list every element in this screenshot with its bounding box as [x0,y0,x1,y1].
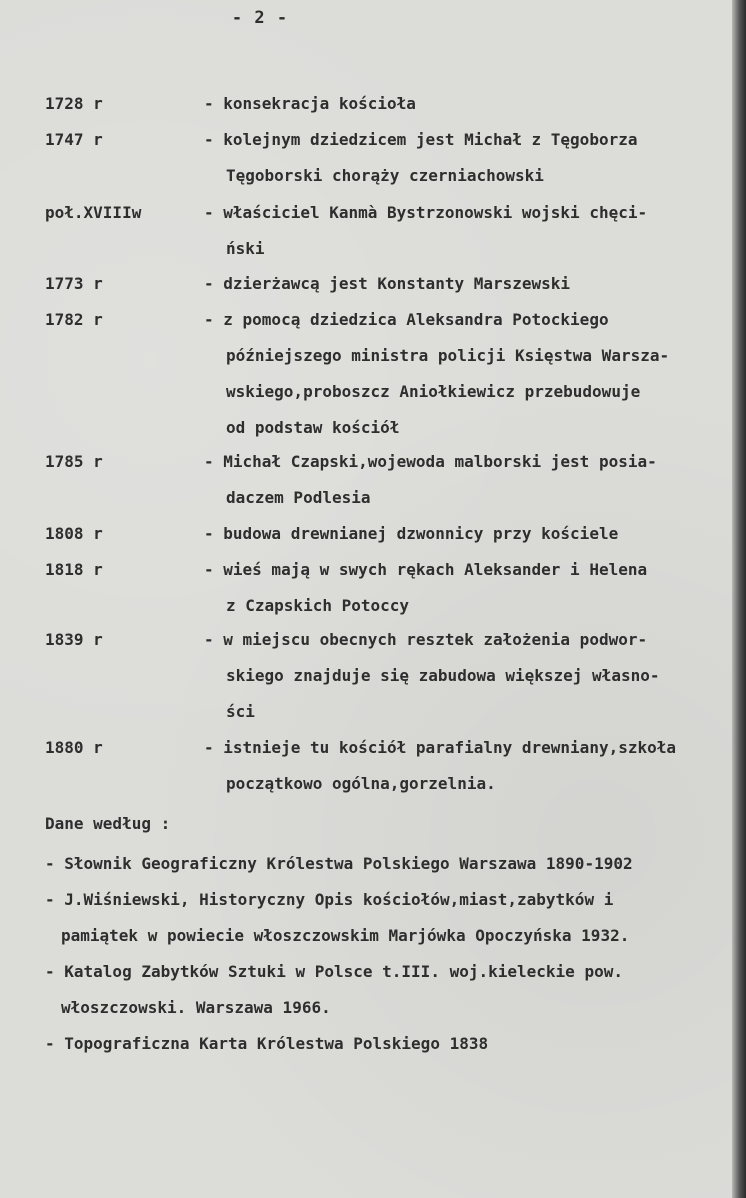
entry-date: 1880 r [45,738,103,757]
entry-line: ści [226,702,255,721]
source-line: - Słownik Geograficzny Królestwa Polskiego Warszawa 1890-1902 [45,854,633,873]
entry-line: - wieś mają w swych rękach Aleksander i Helena [204,560,648,579]
entry-text [204,526,744,562]
sources-title: Dane według : [45,814,171,833]
entry-line: - budowa drewnianej dzwonnicy przy kościele [204,524,619,543]
entry-line: ński [226,239,265,258]
entry-line: od podstaw kościół [226,418,400,437]
source-line: - J.Wiśniewski, Historyczny Opis kościołów,miast,zabytków i [45,890,614,909]
entry-line: z Czapskich Potoccy [226,596,410,615]
entry-line: - kolejnym dziedzicem jest Michał z Tęgoborza [204,130,638,149]
entry-date: 1808 r [45,524,103,543]
entry-text [204,312,744,456]
entry-date: 1747 r [45,130,103,149]
source-item [45,856,735,892]
entry-line: początkowo ogólna,gorzelnia. [226,774,496,793]
source-item [45,892,735,964]
entry-text [204,96,744,132]
entry-text [204,276,744,312]
entry-date: poł.XVIIIw [45,203,142,222]
entry-line: - Michał Czapski,wojewoda malborski jest posia- [204,452,657,471]
source-item [45,964,735,1036]
entry-text [204,740,744,812]
entry-text [204,132,744,204]
entry-text [204,454,744,526]
entry-line: wskiego,proboszcz Aniołkiewicz przebudowuje [226,382,641,401]
entry-date: 1773 r [45,274,103,293]
entry-line: - z pomocą dziedzica Aleksandra Potockiego [204,310,609,329]
entry-line: - właściciel Kanmà Bystrzonowski wojski chęci- [204,203,648,222]
source-line: pamiątek w powiecie włoszczowskim Marjówka Opoczyńska 1932. [61,926,630,945]
source-line: - Katalog Zabytków Sztuki w Polsce t.III. woj.kieleckie pow. [45,962,623,981]
entry-text [204,205,744,277]
entry-date: 1839 r [45,630,103,649]
entry-text [204,562,744,634]
entry-line: skiego znajduje się zabudowa większej własno- [226,666,660,685]
sources-section [45,816,735,1072]
entry-date: 1818 r [45,560,103,579]
entry-date: 1782 r [45,310,103,329]
entry-line: Tęgoborski chorąży czerniachowski [226,166,544,185]
entry-text [204,632,744,740]
source-line: - Topograficzna Karta Królestwa Polskiego 1838 [45,1034,489,1053]
entry-line: późniejszego ministra policji Księstwa Warsza- [226,346,670,365]
entry-line: - istnieje tu kościół parafialny drewniany,szkoła [204,738,677,757]
entry-date: 1728 r [45,94,103,113]
entry-line: - w miejscu obecnych resztek założenia podwor- [204,630,648,649]
source-line: włoszczowski. Warszawa 1966. [61,998,331,1017]
page-number: - 2 - [231,8,289,28]
entry-line: - dzierżawcą jest Konstanty Marszewski [204,274,571,293]
entry-line: - konsekracja kościoła [204,94,416,113]
source-item [45,1036,735,1072]
entry-date: 1785 r [45,452,103,471]
entry-line: daczem Podlesia [226,488,371,507]
